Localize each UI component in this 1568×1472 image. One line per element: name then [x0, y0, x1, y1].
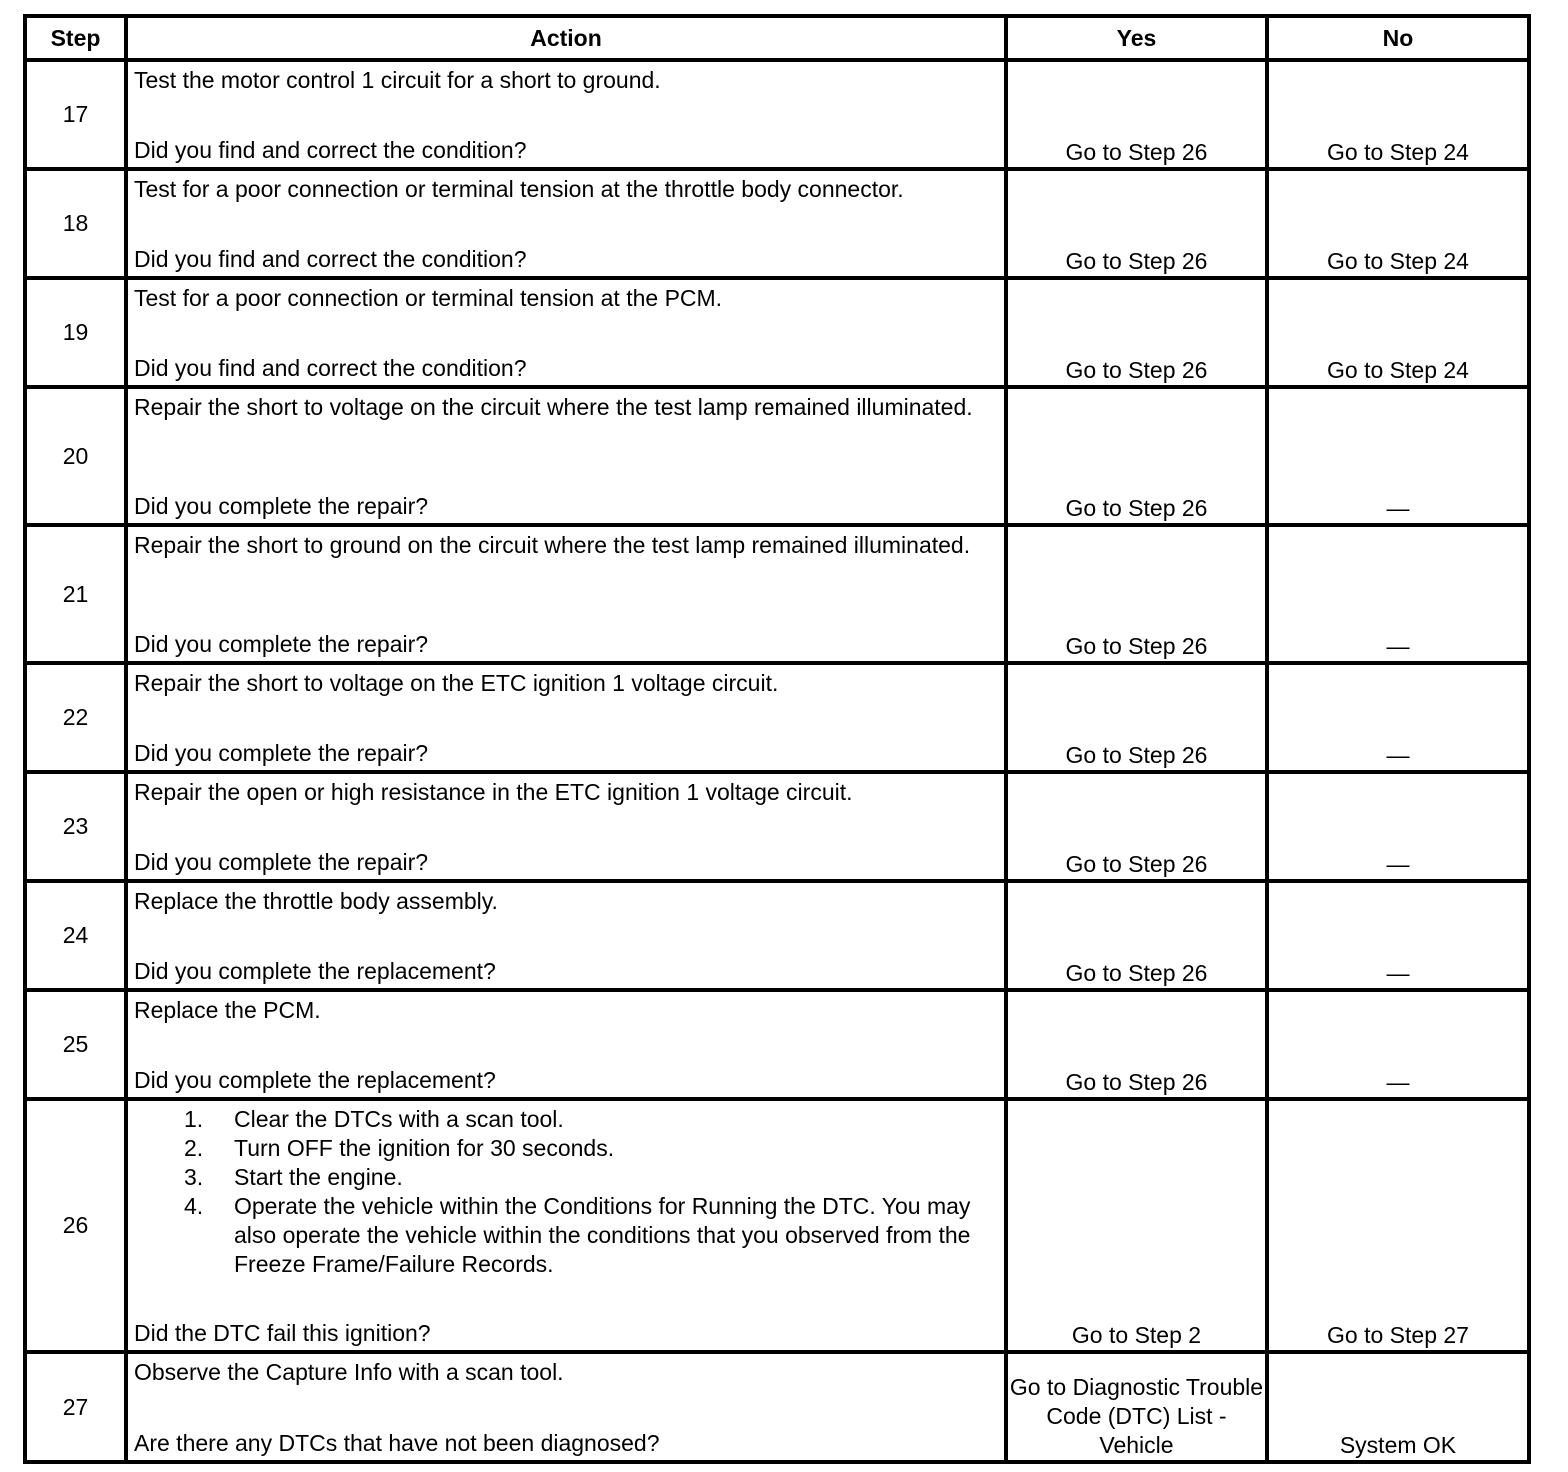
action-question: Did the DTC fail this ignition? — [134, 1320, 431, 1346]
table-row — [25, 772, 1529, 881]
action-question: Did you complete the repair? — [134, 631, 429, 657]
list-item — [134, 1105, 988, 1134]
action-cell — [126, 772, 1006, 881]
action-question: Did you complete the replacement? — [134, 958, 496, 984]
step-number: 21 — [25, 525, 126, 663]
yes-result: Go to Step 26 — [1006, 663, 1267, 772]
list-item-number: 4. — [184, 1193, 204, 1219]
action-text: Repair the open or high resistance in the ETC ignition 1 voltage circuit. — [134, 779, 853, 805]
header-action: Action — [126, 16, 1006, 60]
no-result: Go to Step 24 — [1267, 60, 1529, 169]
procedure-list — [134, 1105, 996, 1279]
no-result: — — [1267, 663, 1529, 772]
yes-result: Go to Diagnostic Trouble Code (DTC) List - Vehicle — [1006, 1352, 1267, 1462]
action-cell — [126, 525, 1006, 663]
no-result: Go to Step 27 — [1267, 1099, 1529, 1352]
no-result: — — [1267, 772, 1529, 881]
yes-result: Go to Step 26 — [1006, 772, 1267, 881]
action-text: Repair the short to ground on the circuit where the test lamp remained illuminated. — [134, 532, 971, 558]
yes-result: Go to Step 26 — [1006, 525, 1267, 663]
table-row — [25, 525, 1529, 663]
table-row — [25, 60, 1529, 169]
table-row — [25, 1352, 1529, 1462]
action-question: Did you find and correct the condition? — [134, 355, 527, 381]
step-number: 26 — [25, 1099, 126, 1352]
action-text: Test for a poor connection or terminal tension at the throttle body connector. — [134, 176, 904, 202]
yes-result: Go to Step 26 — [1006, 60, 1267, 169]
table-row — [25, 663, 1529, 772]
no-result: — — [1267, 881, 1529, 990]
step-number: 22 — [25, 663, 126, 772]
action-question: Did you complete the repair? — [134, 849, 429, 875]
header-no: No — [1267, 16, 1529, 60]
list-item-number: 2. — [184, 1135, 204, 1161]
action-text: Repair the short to voltage on the circuit where the test lamp remained illuminated. — [134, 394, 973, 420]
list-item-number: 1. — [184, 1106, 204, 1132]
action-question: Did you complete the repair? — [134, 493, 429, 519]
header-step: Step — [25, 16, 126, 60]
no-result: Go to Step 24 — [1267, 169, 1529, 278]
action-text: Replace the PCM. — [134, 997, 321, 1023]
list-item — [134, 1192, 988, 1279]
yes-result: Go to Step 26 — [1006, 881, 1267, 990]
no-result: — — [1267, 990, 1529, 1099]
step-number: 17 — [25, 60, 126, 169]
action-text: Test for a poor connection or terminal tension at the PCM. — [134, 285, 723, 311]
action-text: Observe the Capture Info with a scan tool. — [134, 1359, 564, 1385]
no-result: Go to Step 24 — [1267, 278, 1529, 387]
list-item — [134, 1163, 988, 1192]
action-question: Did you complete the replacement? — [134, 1067, 496, 1093]
action-cell — [126, 60, 1006, 169]
action-cell — [126, 1099, 1006, 1352]
action-cell — [126, 278, 1006, 387]
list-item-text: Clear the DTCs with a scan tool. — [234, 1106, 564, 1132]
step-number: 23 — [25, 772, 126, 881]
table-row — [25, 387, 1529, 525]
yes-result: Go to Step 2 — [1006, 1099, 1267, 1352]
table-row — [25, 1099, 1529, 1352]
action-question: Did you find and correct the condition? — [134, 246, 527, 272]
yes-result: Go to Step 26 — [1006, 387, 1267, 525]
yes-result: Go to Step 26 — [1006, 990, 1267, 1099]
step-number: 25 — [25, 990, 126, 1099]
yes-result: Go to Step 26 — [1006, 169, 1267, 278]
no-result: System OK — [1267, 1352, 1529, 1462]
list-item-text: Start the engine. — [234, 1164, 403, 1190]
list-item-text: Turn OFF the ignition for 30 seconds. — [234, 1135, 615, 1161]
action-question: Did you find and correct the condition? — [134, 137, 527, 163]
table-row — [25, 169, 1529, 278]
header-row — [25, 16, 1529, 60]
table-row — [25, 881, 1529, 990]
step-number: 20 — [25, 387, 126, 525]
action-cell — [126, 1352, 1006, 1462]
list-item-number: 3. — [184, 1164, 204, 1190]
table-row — [25, 278, 1529, 387]
diagnostic-table — [23, 14, 1531, 1464]
list-item-text: Operate the vehicle within the Conditions for Running the DTC. You may also operate the vehicle within the conditions that you observed from the Freeze Frame/Failure Records. — [234, 1193, 971, 1277]
yes-result: Go to Step 26 — [1006, 278, 1267, 387]
action-cell — [126, 387, 1006, 525]
step-number: 18 — [25, 169, 126, 278]
list-item — [134, 1134, 988, 1163]
action-text: Replace the throttle body assembly. — [134, 888, 498, 914]
action-cell — [126, 169, 1006, 278]
action-cell — [126, 990, 1006, 1099]
action-text: Repair the short to voltage on the ETC ignition 1 voltage circuit. — [134, 670, 779, 696]
no-result: — — [1267, 387, 1529, 525]
step-number: 27 — [25, 1352, 126, 1462]
header-yes: Yes — [1006, 16, 1267, 60]
step-number: 19 — [25, 278, 126, 387]
table-row — [25, 990, 1529, 1099]
action-question: Are there any DTCs that have not been diagnosed? — [134, 1430, 660, 1456]
action-cell — [126, 663, 1006, 772]
action-cell — [126, 881, 1006, 990]
no-result: — — [1267, 525, 1529, 663]
step-number: 24 — [25, 881, 126, 990]
action-text: Test the motor control 1 circuit for a short to ground. — [134, 67, 661, 93]
action-question: Did you complete the repair? — [134, 740, 429, 766]
